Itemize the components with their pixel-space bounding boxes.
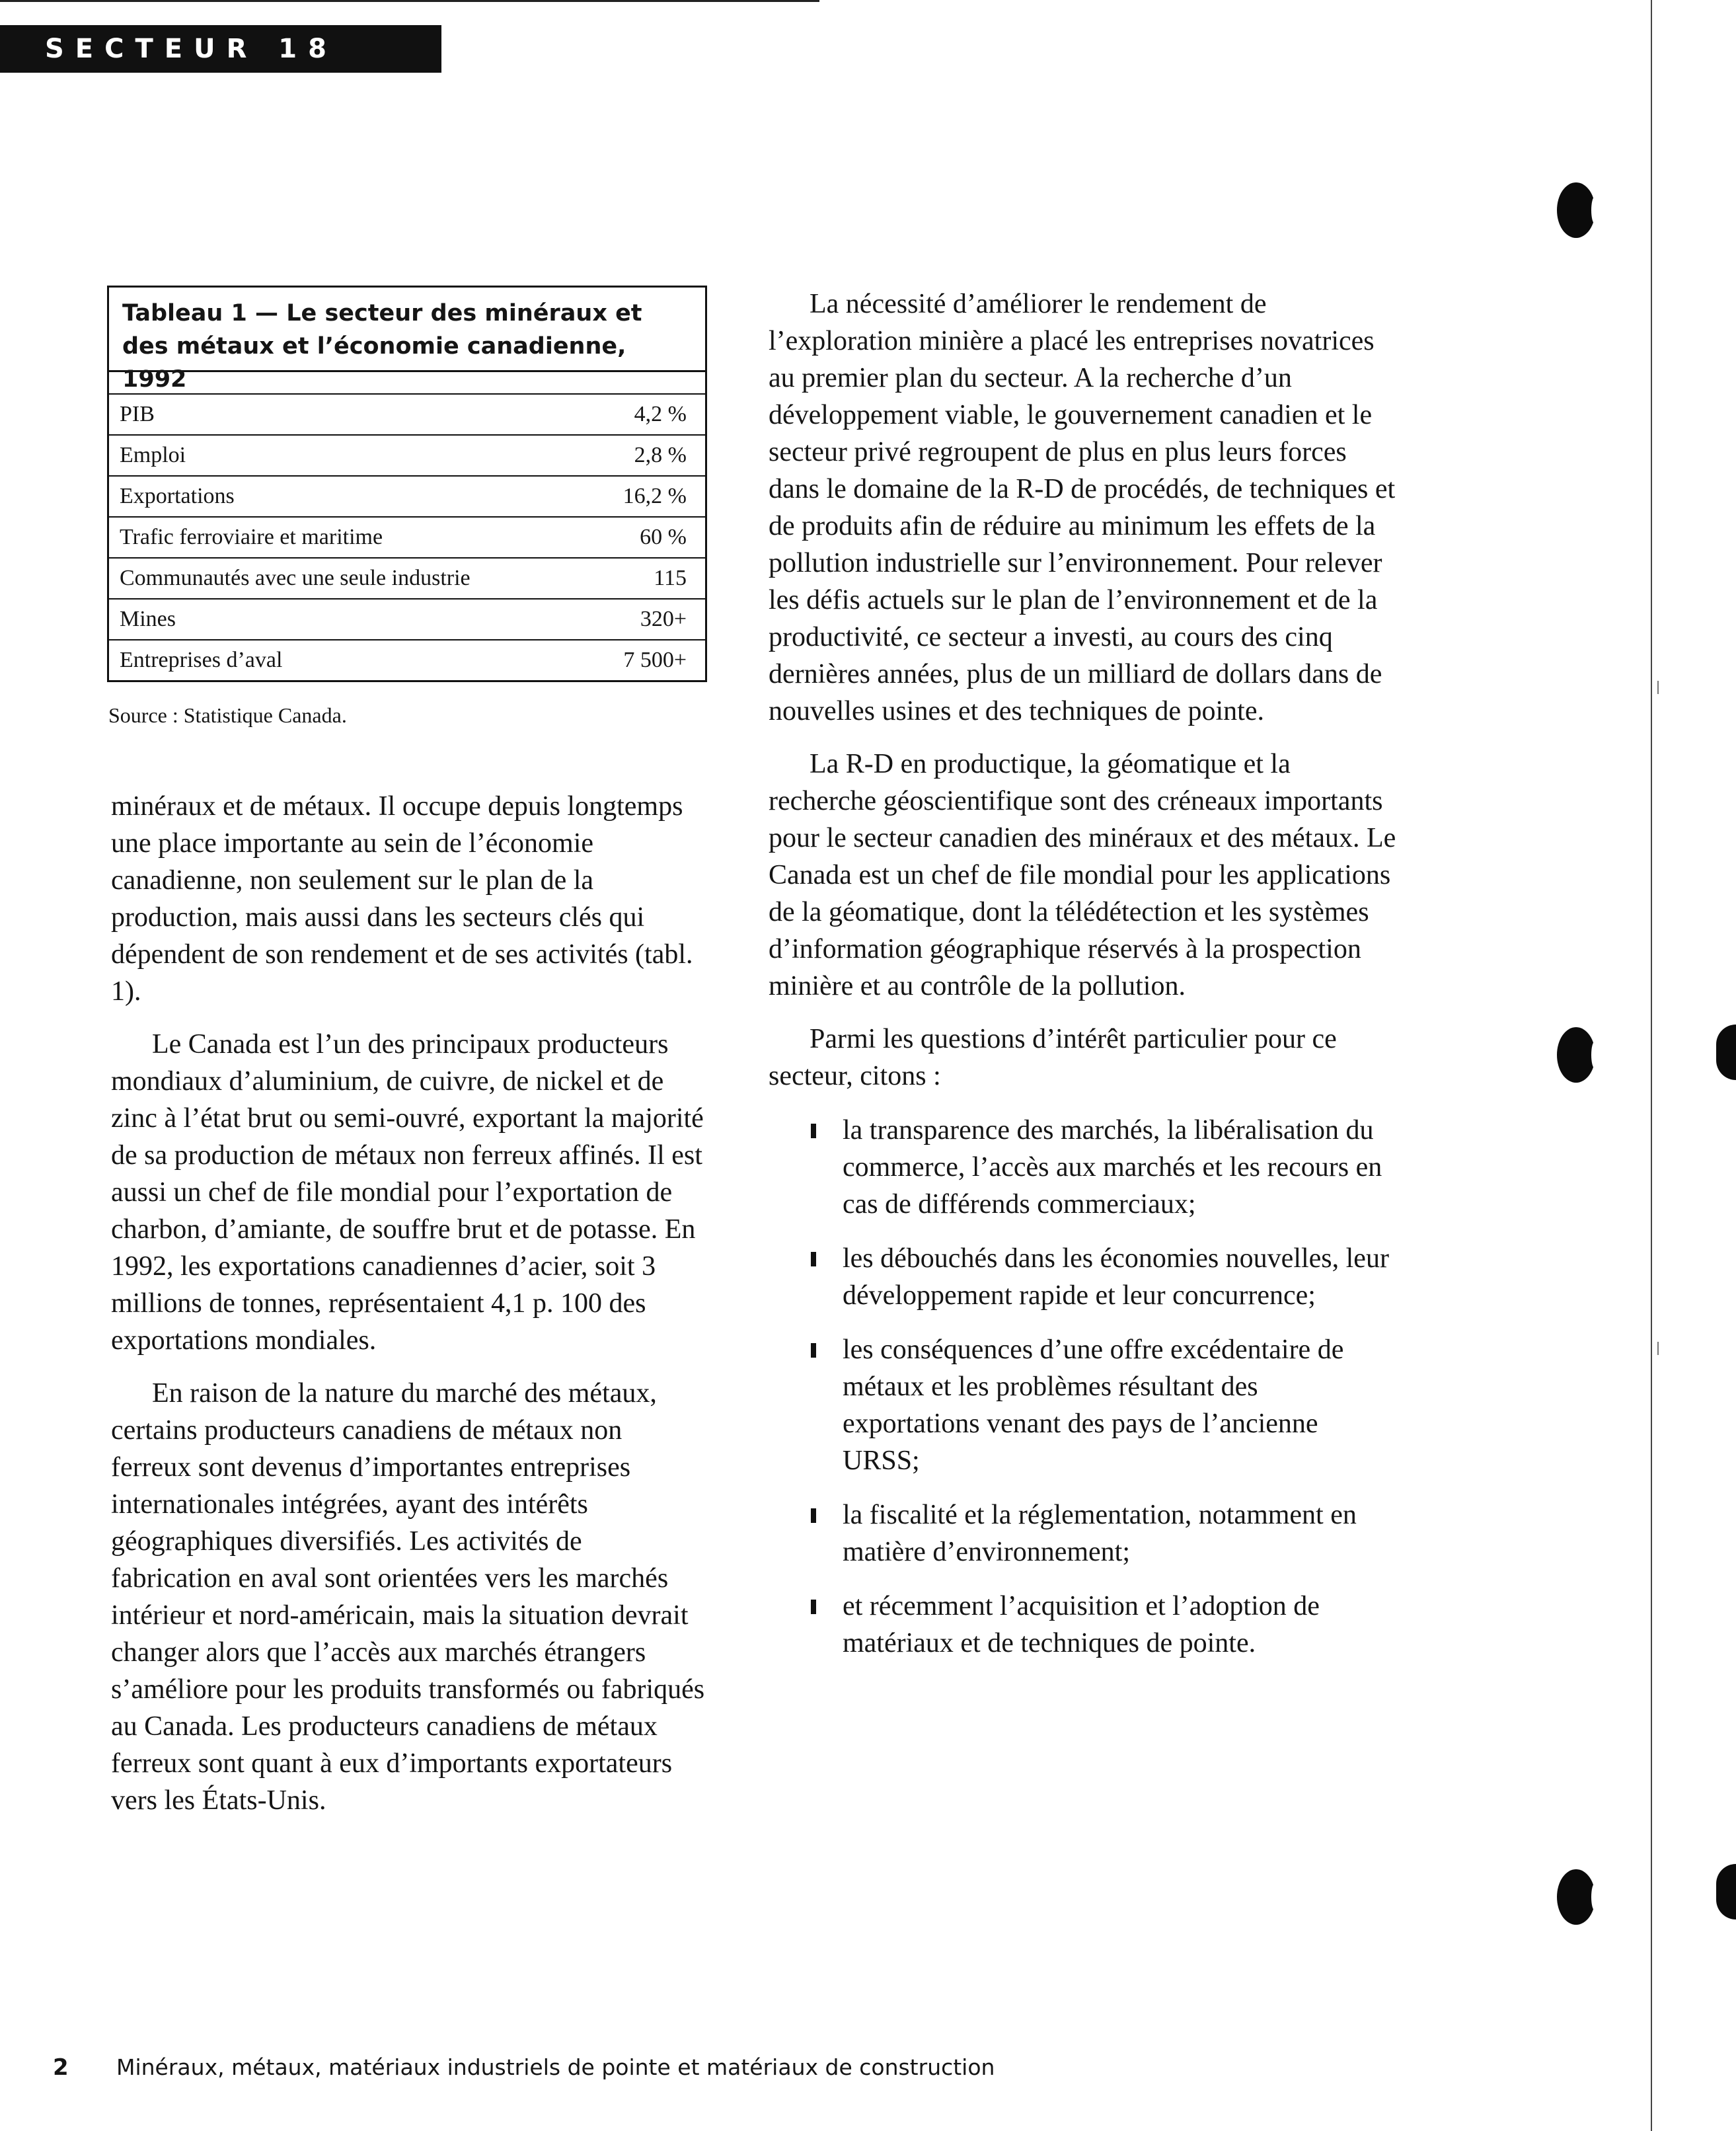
row-label: Exportations: [120, 484, 235, 508]
binder-hole-edge: [1716, 1025, 1736, 1080]
table-spacer: [109, 372, 705, 395]
table-row: [109, 395, 705, 436]
issues-list: [769, 1112, 1396, 1662]
list-item-text: et récemment l’acquisition et l’adoption de matériaux et de techniques de pointe.: [843, 1591, 1320, 1658]
row-label: Entreprises d’aval: [120, 648, 283, 672]
left-text-column: [111, 788, 706, 1819]
paragraph: minéraux et de métaux. Il occupe depuis longtemps une place importante au sein de l’économie canadienne, non seulement sur le plan de la production, mais aussi dans les secteurs clés qui dépendent de son rendement et de ses activités (tabl. 1).: [111, 791, 693, 1007]
page-edge-line: [1651, 0, 1652, 2131]
table-source-note: Source : Statistique Canada.: [108, 703, 347, 727]
footer-title: Minéraux, métaux, matériaux industriels de pointe et matériaux de construction: [116, 2054, 995, 2080]
list-item: [769, 1588, 1396, 1662]
bullet-icon: [811, 1600, 816, 1614]
list-item-text: les débouchés dans les économies nouvelles, leur développement rapide et leur concurrence;: [843, 1243, 1389, 1311]
paragraph: Le Canada est l’un des principaux producteurs mondiaux d’aluminium, de cuivre, de nickel et de zinc à l’état brut ou semi-ouvré, exportant la majorité de sa production de métaux non ferreux affinés. Il est aussi un chef de file mondial pour l’exportation de charbon, d’amiante, de souffre brut et de potasse. En 1992, les exportations canadiennes d’acier, soit 3 millions de tonnes, représentaient 4,1 p. 100 des exportations mondiales.: [111, 1029, 704, 1356]
bullet-icon: [811, 1343, 816, 1358]
row-label: PIB: [120, 402, 155, 426]
row-value: 4,2 %: [634, 402, 687, 426]
row-label: Mines: [120, 607, 176, 631]
edge-mark: [1657, 681, 1659, 694]
table-row: [109, 518, 705, 559]
list-item: [769, 1331, 1396, 1479]
list-item: [769, 1496, 1396, 1570]
paragraph: La nécessité d’améliorer le rendement de l’exploration minière a placé les entreprises novatrices au premier plan du secteur. A la recherche d’un développement viable, le gouvernement canadien et le secteur privé regroupent de plus en plus leurs forces dans le domaine de la R-D de procédés, de techniques et de produits afin de réduire au minimum les effets de la pollution industrielle sur l’environnement. Pour relever les défis actuels sur le plan de l’environnement et de la productivité, ce secteur a investi, au cours des cinq dernières années, plus de un milliard de dollars dans de nouvelles usines et des techniques de pointe.: [769, 289, 1396, 726]
table-row: [109, 477, 705, 518]
list-item: [769, 1240, 1396, 1314]
table-row: [109, 640, 705, 680]
row-label: Trafic ferroviaire et maritime: [120, 525, 383, 549]
top-rule: [0, 0, 819, 2]
table-body: [109, 395, 705, 680]
row-value: 320+: [640, 607, 687, 631]
row-value: 60 %: [640, 525, 687, 549]
row-label: Communautés avec une seule industrie: [120, 566, 471, 590]
right-text-column: [769, 286, 1396, 1679]
row-value: 2,8 %: [634, 443, 687, 467]
binder-hole: [1557, 182, 1595, 238]
edge-mark: [1657, 1342, 1659, 1355]
bullet-icon: [811, 1252, 816, 1266]
binder-hole: [1557, 1027, 1595, 1083]
table-row: [109, 600, 705, 640]
bullet-icon: [811, 1508, 816, 1523]
row-value: 7 500+: [623, 648, 687, 672]
paragraph: En raison de la nature du marché des métaux, certains producteurs canadiens de métaux non ferreux sont devenus d’importantes entreprises internationales intégrées, ayant des intérêts géographiques diversifiés. Les activités de fabrication en aval sont orientées vers les marchés intérieur et nord-américain, mais la situation devrait changer alors que l’accès aux marchés étrangers s’améliore pour les produits transformés ou fabriqués au Canada. Les producteurs canadiens de métaux ferreux sont quant à eux d’importants exportateurs vers les États-Unis.: [111, 1378, 705, 1816]
table-caption: Tableau 1 — Le secteur des minéraux et des métaux et l’économie canadienne, 1992: [109, 288, 705, 372]
paragraph: La R-D en productique, la géomatique et la recherche géoscientifique sont des créneaux importants pour le secteur canadien des minéraux et des métaux. Le Canada est un chef de file mondial pour les applications de la géomatique, dont la télédétection et les systèmes d’information géographique réservés à la prospection minière et au contrôle de la pollution.: [769, 749, 1396, 1001]
list-item-text: les conséquences d’une offre excédentaire de métaux et les problèmes résultant des exportations venant des pays de l’ancienne URSS;: [843, 1335, 1344, 1476]
binder-hole: [1557, 1869, 1595, 1925]
page-number: 2: [53, 2054, 69, 2081]
row-value: 115: [654, 566, 687, 590]
row-value: 16,2 %: [623, 484, 687, 508]
list-item-text: la fiscalité et la réglementation, notamment en matière d’environnement;: [843, 1500, 1357, 1567]
table-row: [109, 559, 705, 600]
binder-hole-edge: [1716, 1864, 1736, 1919]
sector-tab: SECTEUR 18: [0, 25, 441, 73]
list-item-text: la transparence des marchés, la libéralisation du commerce, l’accès aux marchés et les recours en cas de différends commerciaux;: [843, 1115, 1382, 1220]
bullet-icon: [811, 1124, 816, 1138]
paragraph: Parmi les questions d’intérêt particulier pour ce secteur, citons :: [769, 1024, 1337, 1091]
row-label: Emploi: [120, 443, 186, 467]
table-row: [109, 436, 705, 477]
list-item: [769, 1112, 1396, 1223]
data-table: [107, 286, 707, 682]
